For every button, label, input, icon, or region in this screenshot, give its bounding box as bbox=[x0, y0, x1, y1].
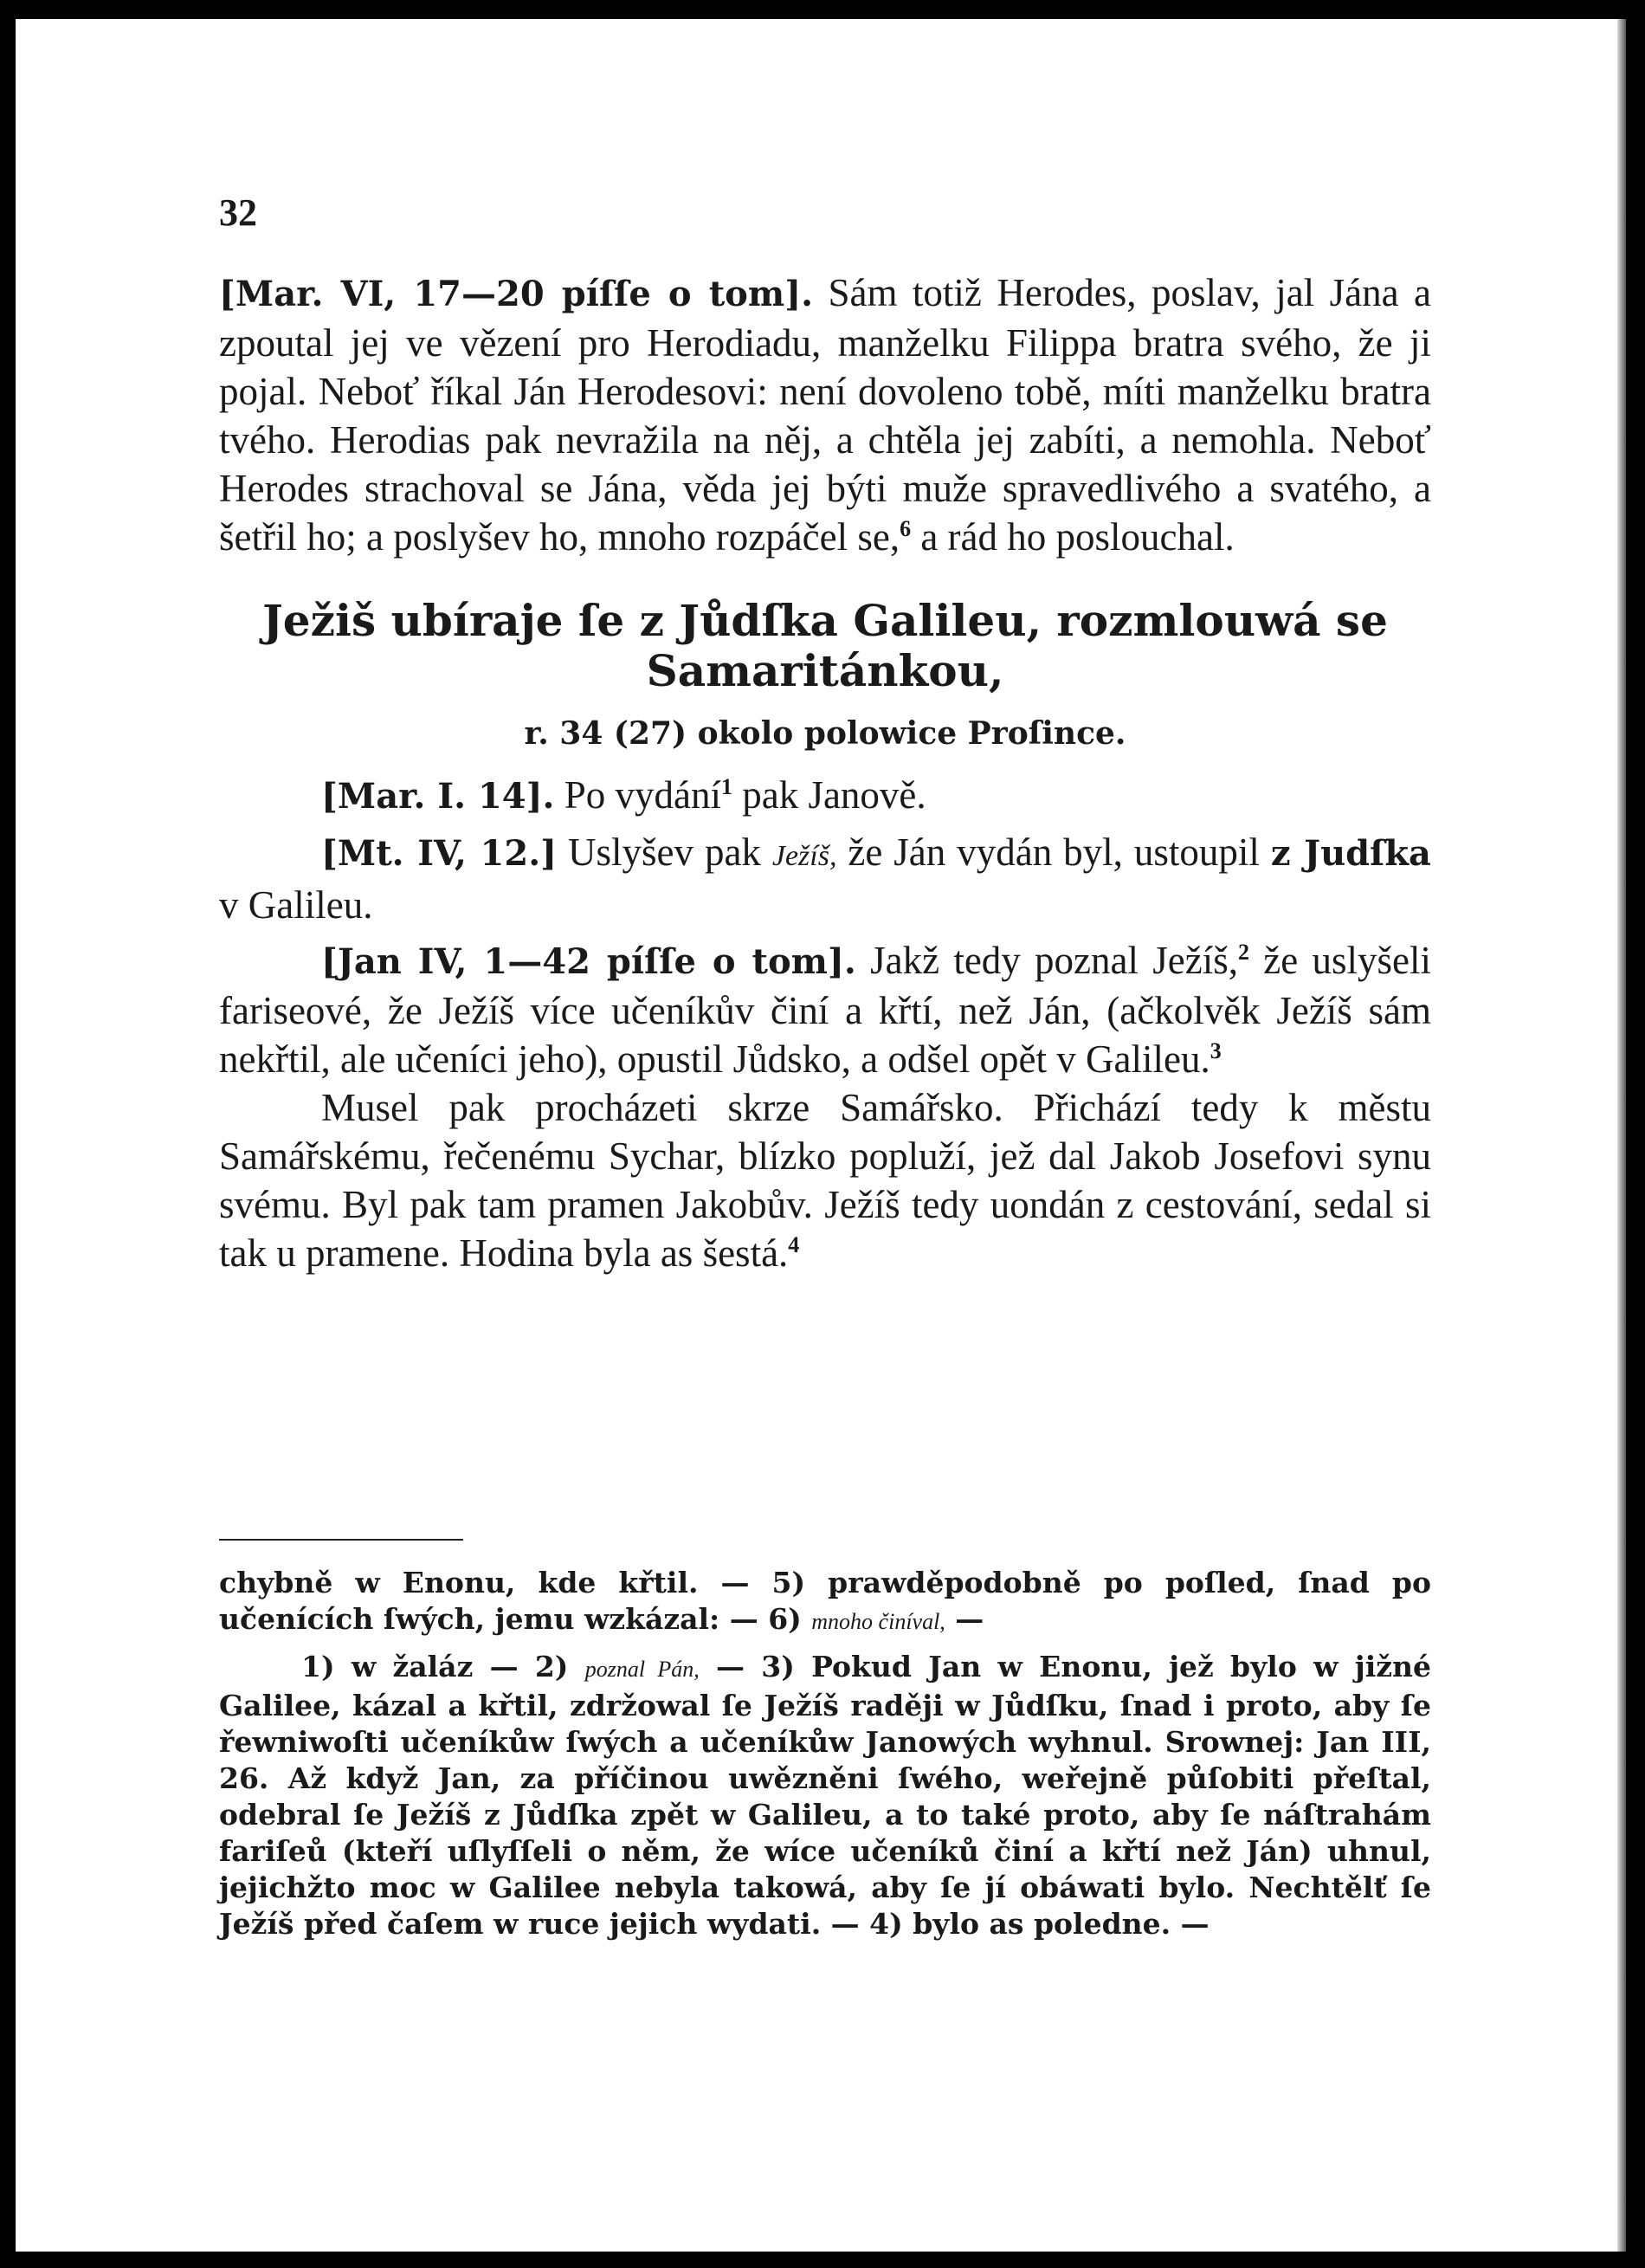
paragraph-mt-iv: [Mt. IV, 12.] Uslyšev pak Ježíš, že Ján vydán byl, ustoupil z Judſka v Galileu. bbox=[219, 830, 1431, 927]
section-date: r. 34 (27) okolo polowice Proſince. bbox=[524, 715, 1126, 752]
paragraph-herodes: [Mar. VI, 17—20 píſſe o tom]. Sám totiž Herodes, poslav, jal Jána a zpoutal jej ve vězení pro Herodiadu, manželku Filippa bratra svého, že ji pojal. Neboť říkal Ján Herodesovi: není dovoleno tobě, míti manželku bratra tvého. Herodias pak nevražila na něj, a chtěla jej zabíti, a nemohla. Neboť Herodes strachoval se Jána, věda jej býti muže spravedlivého a svatého, a šetřil ho; a poslyšev ho, mnoho rozpáčel se,$^6$ a rád ho poslouchal. bbox=[219, 271, 1431, 559]
footnote-marker: 3 bbox=[1210, 1038, 1222, 1063]
scripture-reference: [Jan IV, 1—42 píſſe o tom]. bbox=[321, 941, 856, 982]
scripture-reference: [Mar. I. 14]. bbox=[321, 776, 555, 817]
section-heading-line2: Samaritánkou, bbox=[646, 645, 1004, 696]
footnote-continuation: chybně w Enonu, kde křtil. — 5) prawděpodobně po poſled, ſnad po učenících ſwých, jemu wzkázal: — 6) mnoho činíval, — bbox=[219, 1566, 1431, 1636]
footnote-rule bbox=[219, 1539, 463, 1541]
footnote-marker: 2 bbox=[1238, 940, 1250, 965]
main-text bbox=[219, 268, 1431, 1277]
footnote-marker: 4 bbox=[788, 1232, 800, 1257]
page-number: 32 bbox=[219, 191, 257, 234]
footnotes bbox=[219, 1565, 1431, 1942]
section-heading: Ježiš ubíraje ſe z Jůdſka Galileu, rozmlouwá se bbox=[262, 595, 1388, 646]
page-edge-shadow bbox=[1617, 19, 1626, 2252]
paragraph-jan-iv: [Jan IV, 1—42 píſſe o tom]. Jakž tedy poznal Ježíš,$^2$ že uslyšeli fariseové, že Ježíš více učeníkův činí a křtí, než Ján, (ačkolvěk Ježíš sám nekřtil, ale učeníci jeho), opustil Jůdsko, a odšel opět v Galileu.$^3$ bbox=[219, 939, 1432, 1081]
footnote-marker: 6 bbox=[900, 516, 912, 541]
page bbox=[16, 19, 1626, 2252]
scripture-reference: [Mt. IV, 12.] bbox=[321, 833, 558, 874]
paragraph-samarsko: Musel pak procházeti skrze Samářsko. Přichází tedy k městu Samářskému, řečenému Sychar, blízko popluží, jež dal Jakob Josefovi synu svému. Byl pak tam pramen Jakobův. Ježíš tedy uondán z cestování, sedal si tak u pramene. Hodina byla as šestá.$^4$ bbox=[219, 1086, 1431, 1275]
footnote-marker: 1 bbox=[720, 774, 732, 799]
paragraph-mar-i: [Mar. I. 14]. Po vydání$^1$ pak Janově. bbox=[321, 773, 926, 817]
footnotes-list: 1) w žaláz — 2) poznal Pán, — 3) Pokud Jan w Enonu, jež bylo w jižné Galilee, kázal a křtil, zdržowal ſe Ježíš raději w Jůdſku, ſnad i proto, aby ſe řewniwoſti učeníkůw ſwých a učeníkůw Janowých wyhnul. Srownej: Jan III, 26. Až když Jan, za příčinou uwězněni ſwého, weřejně půſobiti přeſtal, odebral ſe Ježíš z Jůdſka zpět w Galileu, a to také proto, aby ſe náſtrahám fariſeů (kteří uſlyſſeli o něm, že wíce učeníků činí a křtí než Ján) uhnul, jejichžto moc w Galilee nebyla takowá, aby ſe jí obáwati bylo. Nechtělť ſe Ježíš před čaſem w ruce jejich wydati. — 4) bylo as poledne. — bbox=[219, 1650, 1431, 1941]
scripture-reference: [Mar. VI, 17—20 píſſe o tom]. bbox=[219, 274, 814, 314]
